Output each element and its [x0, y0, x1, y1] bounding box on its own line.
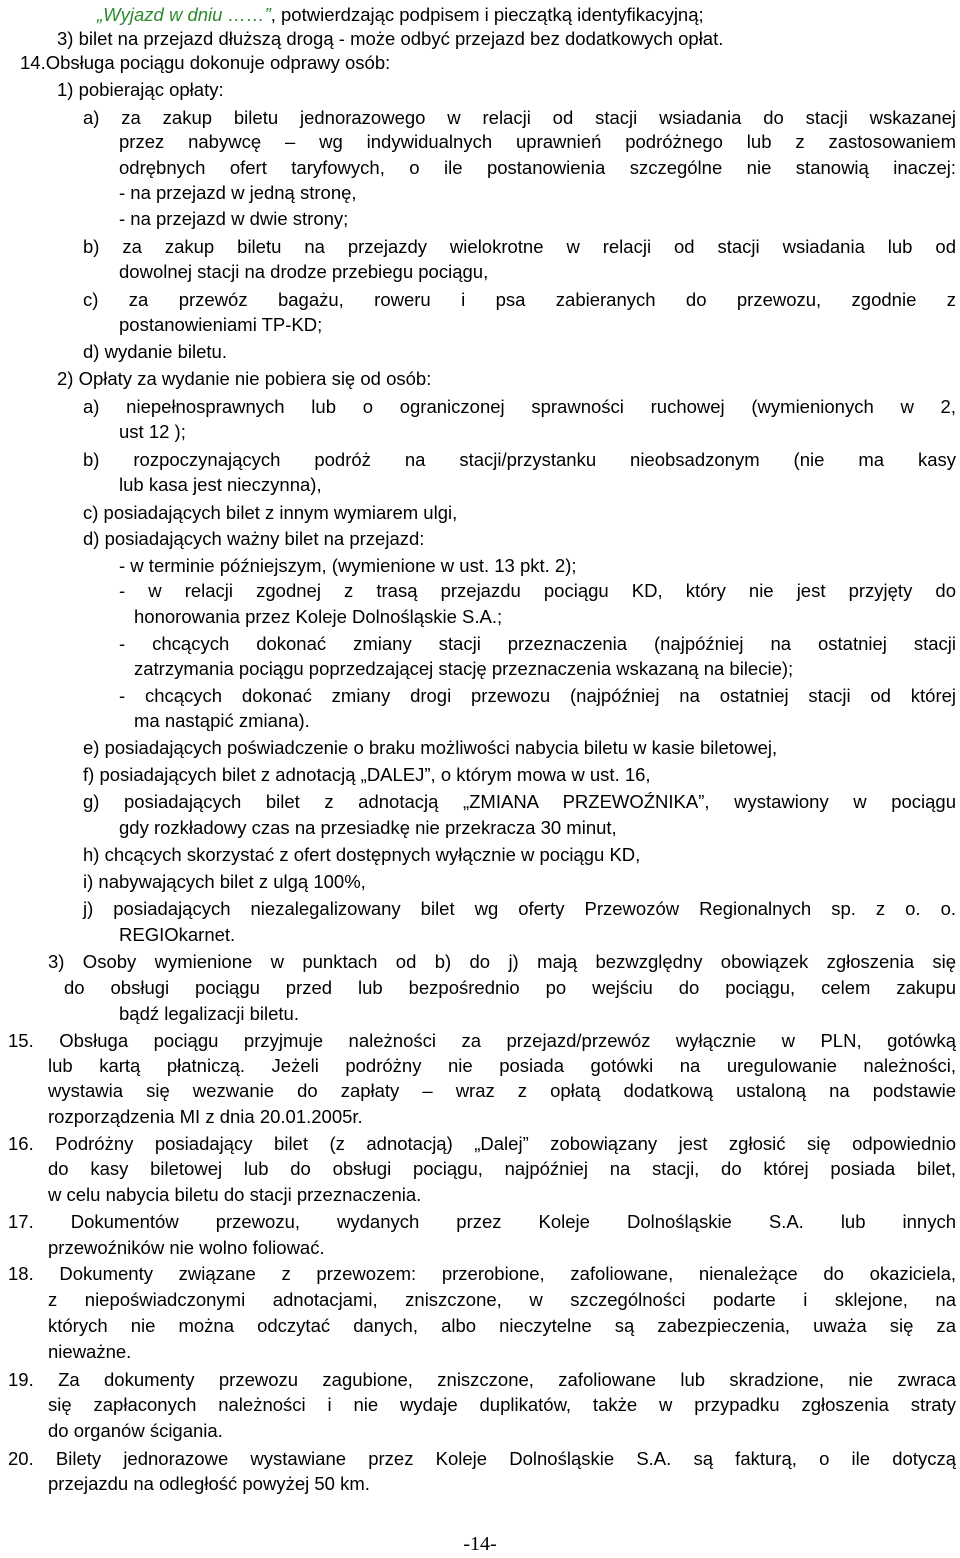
text-line [64, 977, 956, 999]
line-text: do obsługi pociągu przed lub bezpośrednio po wejściu do pociągu, celem zakupu [64, 977, 956, 998]
line-text: a) za zakup biletu jednorazowego w relacji od stacji wsiadania do stacji wskazanej [83, 107, 956, 128]
line-text: , potwierdzając podpisem i pieczątką identyfikacyjną; [270, 4, 704, 25]
text-line [83, 737, 777, 759]
text-line [48, 1420, 223, 1442]
text-line [119, 421, 186, 443]
text-line [48, 951, 956, 973]
line-text: do kasy biletowej lub do obsługi pociągu, najpóźniej na stacji, do której posiada bilet, [48, 1158, 956, 1179]
text-line [83, 528, 424, 550]
line-text: gdy rozkładowy czas na przesiadkę nie przekracza 30 minut, [119, 817, 617, 838]
line-text: a) niepełnosprawnych lub o ograniczonej sprawności ruchowej (wymienionych w 2, [83, 396, 956, 417]
line-text: się zapłaconych należności i nie wydaje duplikatów, także w przypadku zgłoszenia straty [48, 1394, 956, 1415]
text-line [83, 764, 651, 786]
line-text: postanowieniami TP-KD; [119, 314, 323, 335]
text-line [119, 208, 348, 230]
line-text: - w relacji zgodnej z trasą przejazdu pociągu KD, który nie jest przyjęty do [119, 580, 956, 601]
text-line [8, 1133, 956, 1155]
line-text: b) za zakup biletu na przejazdy wielokrotne w relacji od stacji wsiadania lub od [83, 236, 956, 257]
text-line [119, 685, 956, 707]
line-text: e) posiadających poświadczenie o braku możliwości nabycia biletu w kasie biletowej, [83, 737, 778, 758]
line-text: 1) pobierając opłaty: [57, 79, 224, 100]
line-text: rozporządzenia MI z dnia 20.01.2005r. [48, 1106, 363, 1127]
line-text: b) rozpoczynających podróż na stacji/przystanku nieobsadzonym (nie ma kasy [83, 449, 956, 470]
line-text: nieważne. [48, 1341, 132, 1362]
line-text: 17. Dokumentów przewozu, wydanych przez Koleje Dolnośląskie S.A. lub innych [8, 1211, 956, 1232]
text-line [119, 1003, 299, 1025]
line-text: zatrzymania pociągu poprzedzającej stację przeznaczenia wskazaną na bilecie); [134, 658, 794, 679]
line-text: i) nabywających bilet z ulgą 100%, [83, 871, 366, 892]
text-line [83, 871, 366, 893]
text-line [48, 1106, 363, 1128]
line-text: 20. Bilety jednorazowe wystawiane przez Koleje Dolnośląskie S.A. są fakturą, o ile dotyczą [8, 1448, 956, 1469]
line-text: 16. Podróżny posiadający bilet (z adnotacją) „Dalej” zobowiązany jest zgłosić się odpowiednio [8, 1133, 956, 1154]
line-text: j) posiadających niezalegalizowany bilet wg oferty Przewozów Regionalnych sp. z o. o. [83, 898, 956, 919]
line-text: REGIOkarnet. [119, 924, 236, 945]
text-line [83, 791, 956, 813]
text-line [119, 555, 577, 577]
line-text: ma nastąpić zmiana). [134, 710, 310, 731]
text-line [119, 157, 956, 179]
text-line [48, 1158, 956, 1180]
line-text: lub kartą płatniczą. Jeżeli podróżny nie posiada gotówki na uregulowanie należności, [48, 1055, 956, 1076]
text-line [8, 1448, 956, 1470]
line-text: h) chcących skorzystać z ofert dostępnych wyłącznie w pociągu KD, [83, 844, 641, 865]
text-line [97, 4, 704, 26]
line-text: bądź legalizacji biletu. [119, 1003, 299, 1024]
text-line [57, 28, 723, 50]
text-line [48, 1315, 956, 1337]
text-line [83, 236, 956, 258]
text-line [83, 449, 956, 471]
text-line [83, 341, 227, 363]
quoted-phrase: „Wyjazd w dniu ……” [97, 4, 271, 25]
text-line [8, 1263, 956, 1285]
line-text: d) posiadających ważny bilet na przejazd: [83, 528, 425, 549]
line-text: - chcących dokonać zmiany stacji przeznaczenia (najpóźniej na ostatniej stacji [119, 633, 956, 654]
text-line [119, 924, 235, 946]
text-line [20, 52, 390, 74]
text-line [119, 261, 488, 283]
text-line [83, 289, 956, 311]
text-line [83, 107, 956, 129]
line-text: 3) Osoby wymienione w punktach od b) do j) mają bezwzględny obowiązek zgłoszenia się [48, 951, 956, 972]
text-line [57, 368, 431, 390]
text-line [134, 606, 502, 628]
text-line [57, 79, 224, 101]
text-line [83, 396, 956, 418]
text-line [8, 1030, 956, 1052]
line-text: g) posiadających bilet z adnotacją „ZMIANA PRZEWOŹNIKA”, wystawiony w pociągu [83, 791, 956, 812]
line-text: f) posiadających bilet z adnotacją „DALEJ”, o którym mowa w ust. 16, [83, 764, 651, 785]
text-line [8, 1211, 956, 1233]
line-text: c) za przewóz bagażu, roweru i psa zabieranych do przewozu, zgodnie z [83, 289, 956, 310]
line-text: których nie można odczytać danych, albo nieczytelne są zabezpieczenia, uważa się za [48, 1315, 956, 1336]
line-text: - na przejazd w jedną stronę, [119, 182, 357, 203]
text-line [48, 1289, 956, 1311]
line-text: do organów ścigania. [48, 1420, 223, 1441]
line-text: przewoźników nie wolno foliować. [48, 1237, 325, 1258]
text-line [48, 1055, 956, 1077]
text-line [8, 1369, 956, 1391]
text-line [119, 817, 617, 839]
line-text: wystawia się wezwanie do zapłaty – wraz z opłatą dodatkową ustaloną na podstawie [48, 1080, 956, 1101]
text-line [119, 182, 357, 204]
line-text: - w terminie późniejszym, (wymienione w ust. 13 pkt. 2); [119, 555, 577, 576]
text-line [119, 131, 956, 153]
line-text: - na przejazd w dwie strony; [119, 208, 349, 229]
page-number: -14- [463, 1533, 497, 1555]
text-line [48, 1080, 956, 1102]
line-text: dowolnej stacji na drodze przebiegu pociągu, [119, 261, 489, 282]
text-line [48, 1473, 370, 1495]
text-line [48, 1184, 421, 1206]
text-line [48, 1237, 325, 1259]
text-line [83, 898, 956, 920]
line-text: lub kasa jest nieczynna), [119, 474, 322, 495]
text-line [119, 633, 956, 655]
line-text: 3) bilet na przejazd dłuższą drogą - może odbyć przejazd bez dodatkowych opłat. [57, 28, 724, 49]
text-line [119, 314, 322, 336]
text-line [119, 580, 956, 602]
line-text: ust 12 ); [119, 421, 186, 442]
text-line [48, 1394, 956, 1416]
line-text: przez nabywcę – wg indywidualnych uprawnień podróżnego lub z zastosowaniem [119, 131, 956, 152]
line-text: 19. Za dokumenty przewozu zagubione, zniszczone, zafoliowane lub skradzione, nie zwraca [8, 1369, 956, 1390]
line-text: z niepoświadczonymi adnotacjami, zniszczone, w szczególności podarte i sklejone, na [48, 1289, 956, 1310]
text-line [83, 844, 640, 866]
line-text: honorowania przez Koleje Dolnośląskie S.A.; [134, 606, 503, 627]
line-text: 2) Opłaty za wydanie nie pobiera się od osób: [57, 368, 432, 389]
line-text: w celu nabycia biletu do stacji przeznaczenia. [48, 1184, 422, 1205]
text-line [83, 502, 457, 524]
line-text: 14.Obsługa pociągu dokonuje odprawy osób: [20, 52, 391, 73]
line-text: - chcących dokonać zmiany drogi przewozu (najpóźniej na ostatniej stacji od której [119, 685, 956, 706]
text-line [119, 474, 322, 496]
line-text: odrębnych ofert taryfowych, o ile postanowienia szczególne nie stanowią inaczej: [119, 157, 956, 178]
line-text: c) posiadających bilet z innym wymiarem ulgi, [83, 502, 458, 523]
line-text: d) wydanie biletu. [83, 341, 227, 362]
line-text: przejazdu na odległość powyżej 50 km. [48, 1473, 370, 1494]
line-text: 15. Obsługa pociągu przyjmuje należności za przejazd/przewóz wyłącznie w PLN, gotówką [8, 1030, 956, 1051]
text-line [48, 1341, 131, 1363]
text-line [134, 658, 793, 680]
text-line [134, 710, 310, 732]
line-text: 18. Dokumenty związane z przewozem: przerobione, zafoliowane, nienależące do okaziciela, [8, 1263, 956, 1284]
